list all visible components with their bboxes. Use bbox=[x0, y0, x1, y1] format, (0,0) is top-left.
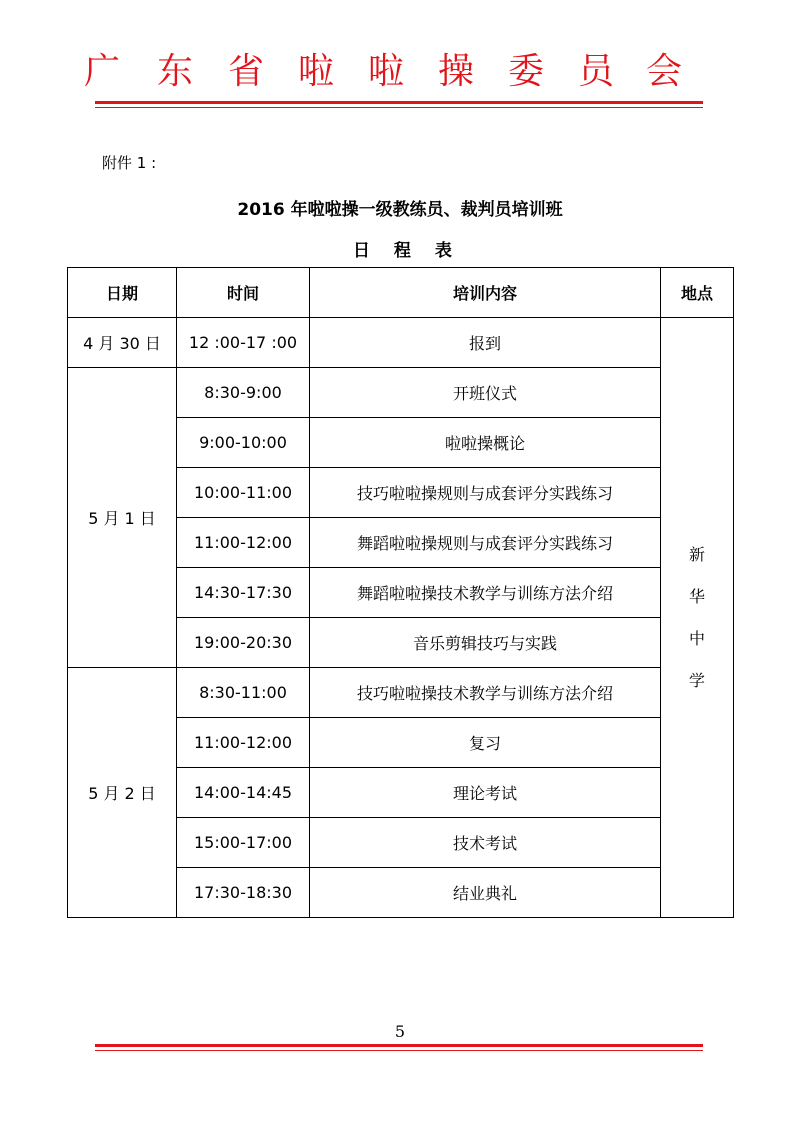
org-name-char: 东 bbox=[157, 51, 194, 92]
table-row bbox=[68, 368, 734, 418]
content-cell: 技术考试 bbox=[310, 818, 661, 868]
subtitle-char: 程 bbox=[393, 241, 411, 261]
content-cell: 理论考试 bbox=[310, 768, 661, 818]
date-cell: 5 月 1 日 bbox=[68, 368, 177, 668]
content-cell: 舞蹈啦啦操规则与成套评分实践练习 bbox=[310, 518, 661, 568]
time-cell: 11:00-12:00 bbox=[177, 518, 310, 568]
venue-char: 中 bbox=[688, 628, 705, 648]
org-name-char: 操 bbox=[438, 51, 475, 92]
footer-rule-thin bbox=[95, 1050, 703, 1051]
time-cell: 12 :00-17 :00 bbox=[177, 318, 310, 368]
content-cell: 技巧啦啦操技术教学与训练方法介绍 bbox=[310, 668, 661, 718]
time-cell: 8:30-11:00 bbox=[177, 668, 310, 718]
time-cell: 10:00-11:00 bbox=[177, 468, 310, 518]
letterhead-rule-thin bbox=[95, 107, 703, 108]
schedule-table bbox=[67, 267, 734, 918]
content-cell: 音乐剪辑技巧与实践 bbox=[310, 618, 661, 668]
header-venue: 地点 bbox=[661, 268, 734, 318]
time-cell: 14:00-14:45 bbox=[177, 768, 310, 818]
org-name-char: 省 bbox=[228, 51, 265, 92]
org-name-char: 会 bbox=[646, 51, 683, 92]
header-date: 日期 bbox=[68, 268, 177, 318]
header-content: 培训内容 bbox=[310, 268, 661, 318]
document-title: 2016 年啦啦操一级教练员、裁判员培训班 bbox=[237, 200, 563, 220]
venue-char: 学 bbox=[688, 670, 705, 690]
date-cell: 5 月 2 日 bbox=[68, 668, 177, 918]
venue-char: 华 bbox=[688, 586, 705, 606]
time-cell: 19:00-20:30 bbox=[177, 618, 310, 668]
content-cell: 舞蹈啦啦操技术教学与训练方法介绍 bbox=[310, 568, 661, 618]
org-name-char: 员 bbox=[578, 51, 615, 92]
org-name-char: 啦 bbox=[368, 51, 405, 92]
document-subtitle bbox=[353, 236, 470, 261]
time-cell: 14:30-17:30 bbox=[177, 568, 310, 618]
table-row bbox=[68, 318, 734, 368]
table-header-row bbox=[68, 268, 734, 318]
table-row bbox=[68, 668, 734, 718]
subtitle-char: 日 bbox=[353, 241, 370, 261]
letterhead-rule-thick bbox=[95, 101, 703, 104]
content-cell: 技巧啦啦操规则与成套评分实践练习 bbox=[310, 468, 661, 518]
time-cell: 9:00-10:00 bbox=[177, 418, 310, 468]
subtitle-char: 表 bbox=[434, 241, 452, 261]
content-cell: 啦啦操概论 bbox=[310, 418, 661, 468]
venue-cell bbox=[661, 318, 734, 918]
letterhead bbox=[0, 52, 800, 92]
org-name-char: 啦 bbox=[298, 51, 335, 92]
time-cell: 17:30-18:30 bbox=[177, 868, 310, 918]
footer-rule-thick bbox=[95, 1044, 703, 1047]
time-cell: 15:00-17:00 bbox=[177, 818, 310, 868]
header-time: 时间 bbox=[177, 268, 310, 318]
venue-char: 新 bbox=[688, 544, 705, 564]
content-cell: 结业典礼 bbox=[310, 868, 661, 918]
time-cell: 11:00-12:00 bbox=[177, 718, 310, 768]
content-cell: 复习 bbox=[310, 718, 661, 768]
content-cell: 报到 bbox=[310, 318, 661, 368]
content-cell: 开班仪式 bbox=[310, 368, 661, 418]
date-cell: 4 月 30 日 bbox=[68, 318, 177, 368]
org-name-char: 委 bbox=[508, 51, 545, 92]
page-number: 5 bbox=[394, 1022, 406, 1041]
time-cell: 8:30-9:00 bbox=[177, 368, 310, 418]
attachment-label: 附件 1 : bbox=[102, 154, 157, 172]
org-name-char: 广 bbox=[84, 51, 121, 92]
